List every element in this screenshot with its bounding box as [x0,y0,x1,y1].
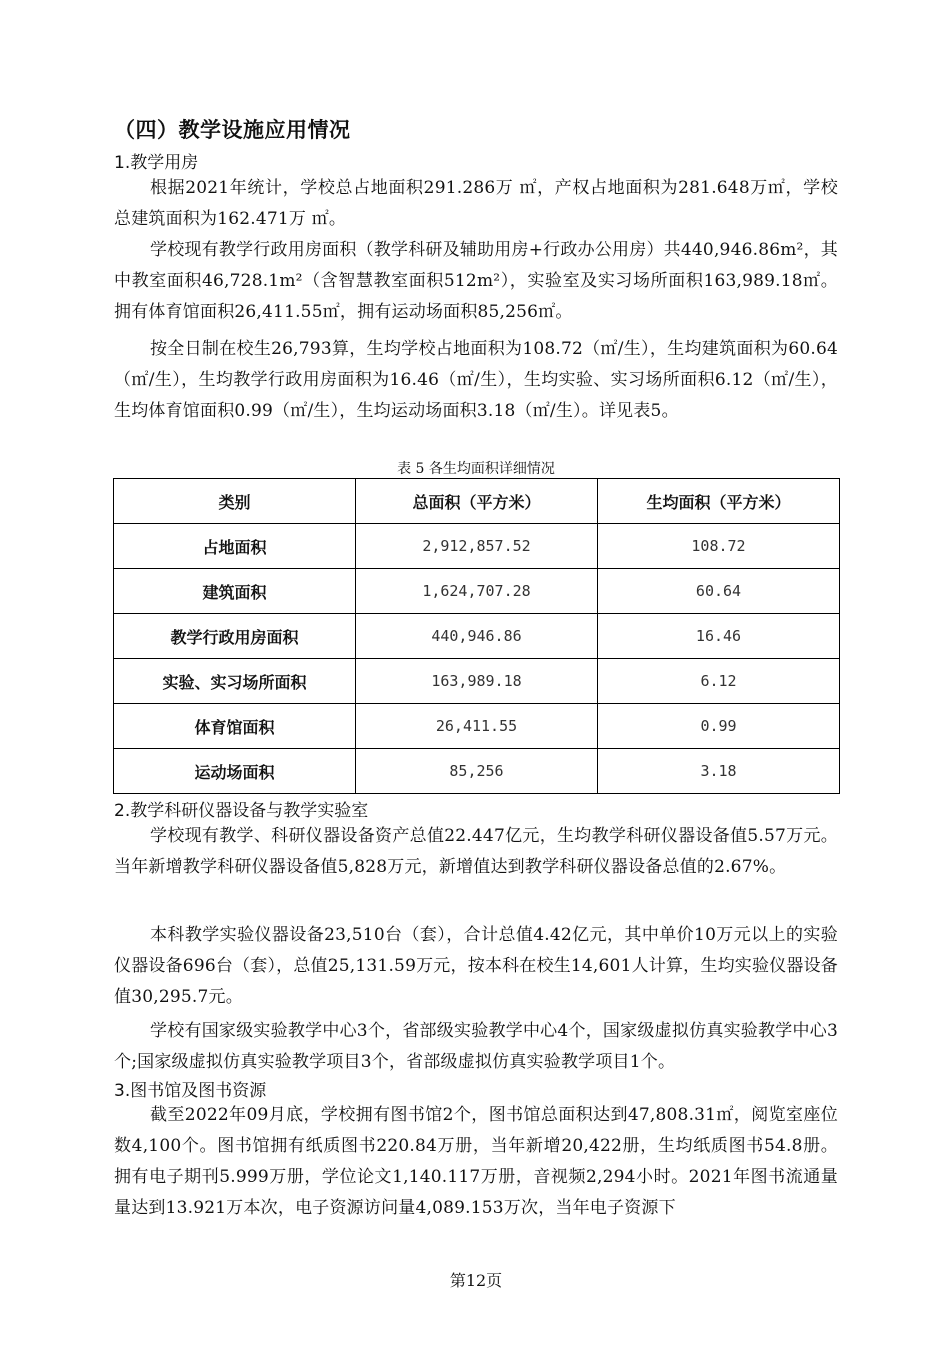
table-cell-per-student: 60.64 [598,569,840,614]
section-heading: （四）教学设施应用情况 [114,118,351,142]
paragraph: 学校现有教学、科研仪器设备资产总值22.447亿元，生均教学科研仪器设备值5.57万元。当年新增教学科研仪器设备值5,828万元，新增值达到教学科研仪器设备总值的2.67%。 [114,826,838,877]
table-cell-category: 教学行政用房面积 [114,614,356,659]
paragraph: 根据2021年统计，学校总占地面积291.286万 ㎡，产权占地面积为281.648万㎡，学校总建筑面积为162.471万 ㎡。 [114,178,838,229]
paragraph: 学校有国家级实验教学中心3个，省部级实验教学中心4个，国家级虚拟仿真实验教学中心3个;国家级虚拟仿真实验教学项目3个，省部级虚拟仿真实验教学项目1个。 [114,1021,838,1072]
table-cell-total-area: 85,256 [356,749,598,794]
table-cell-per-student: 108.72 [598,524,840,569]
table-row [114,524,840,569]
table-cell-total-area: 440,946.86 [356,614,598,659]
table-cell-category: 实验、实习场所面积 [114,659,356,704]
subsection-heading-library: 3.图书馆及图书资源 [114,1081,267,1101]
table-header-row [114,479,840,524]
subsection-heading-equipment: 2.教学科研仪器设备与教学实验室 [114,801,369,821]
table-row [114,659,840,704]
table-cell-total-area: 163,989.18 [356,659,598,704]
table-cell-per-student: 6.12 [598,659,840,704]
paragraph: 学校现有教学行政用房面积（教学科研及辅助用房+行政办公用房）共440,946.86m²，其中教室面积46,728.1m²（含智慧教室面积512m²），实验室及实习场所面积163,989.18㎡。拥有体育馆面积26,411.55㎡，拥有运动场面积85,256㎡。 [114,240,838,322]
table-caption: 表 5 各生均面积详细情况 [397,461,555,477]
column-header: 总面积（平方米） [356,479,598,524]
table-cell-total-area: 2,912,857.52 [356,524,598,569]
table-cell-category: 运动场面积 [114,749,356,794]
subsection-heading-teaching-rooms: 1.教学用房 [114,153,199,173]
table-row [114,569,840,614]
table-cell-total-area: 26,411.55 [356,704,598,749]
table-cell-per-student: 0.99 [598,704,840,749]
table-row [114,614,840,659]
column-header: 生均面积（平方米） [598,479,840,524]
table-cell-per-student: 16.46 [598,614,840,659]
table-cell-category: 体育馆面积 [114,704,356,749]
table-row [114,749,840,794]
table-cell-category: 占地面积 [114,524,356,569]
area-per-student-table [113,478,840,794]
table-cell-total-area: 1,624,707.28 [356,569,598,614]
page-number: 第12页 [449,1271,503,1290]
table-row [114,704,840,749]
table-cell-category: 建筑面积 [114,569,356,614]
table-cell-per-student: 3.18 [598,749,840,794]
paragraph: 本科教学实验仪器设备23,510台（套），合计总值4.42亿元，其中单价10万元以上的实验仪器设备696台（套），总值25,131.59万元，按本科在校生14,601人计算，生均实验仪器设备值30,295.7元。 [114,925,838,1007]
paragraph: 截至2022年09月底，学校拥有图书馆2个，图书馆总面积达到47,808.31㎡，阅览室座位数4,100个。图书馆拥有纸质图书220.84万册，当年新增20,422册，生均纸质图书54.8册。拥有电子期刊5.999万册，学位论文1,140.117万册，音视频2,294小时。2021年图书流通量量达到13.921万本次，电子资源访问量4,089.153万次，当年电子资源下 [114,1105,838,1218]
column-header: 类别 [114,479,356,524]
paragraph: 按全日制在校生26,793算，生均学校占地面积为108.72（㎡/生），生均建筑面积为60.64（㎡/生），生均教学行政用房面积为16.46（㎡/生），生均实验、实习场所面积6.12（㎡/生），生均体育馆面积0.99（㎡/生），生均运动场面积3.18（㎡/生）。详见表5。 [114,339,838,421]
